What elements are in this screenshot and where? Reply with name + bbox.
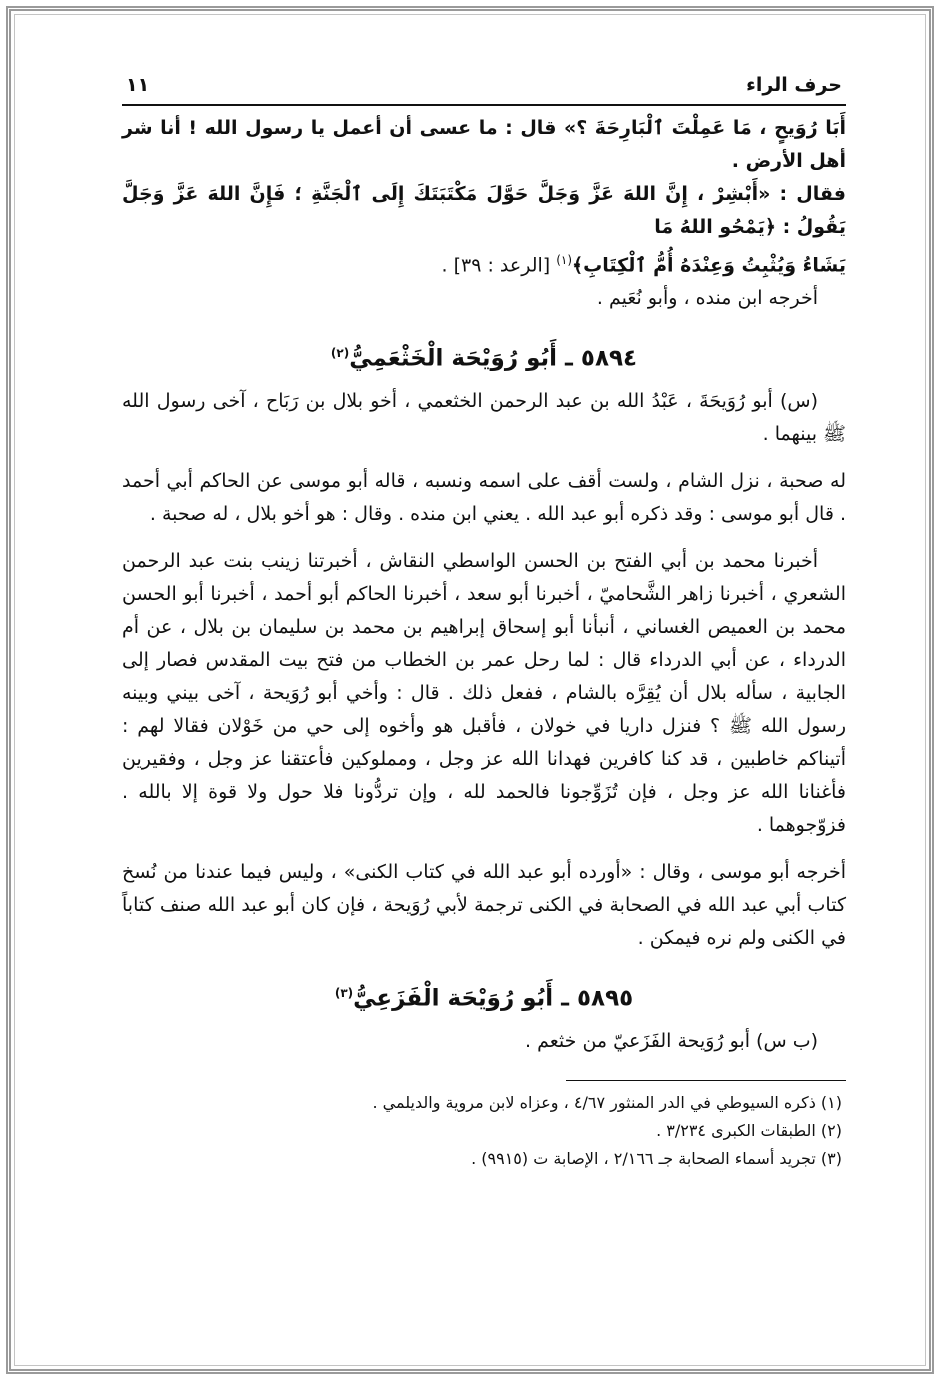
verse-citation: [الرعد : ٣٩] . (441, 254, 557, 277)
footnote-item: (٣) تجريد أسماء الصحابة جـ ٢/١٦٦ ، الإصابة ت (٩٩١٥) . (471, 1148, 842, 1168)
entry-paragraph: أخرجه أبو موسى ، وقال : «أورده أبو عبد الله في كتاب الكنى» ، وليس فيما عندنا من نُسخ كتاب أبي عبد الله في الصحابة في الكنى ترجمة لأبي رُوَيحة ، فإن كان أبو عبد الله صنف كتاباً في الكنى ولم نره فيمكن . (122, 860, 846, 949)
chapter-heading: حرف الراء (746, 74, 842, 96)
entry-title-text: ٥٨٩٤ ـ أَبُو رُوَيْحَة الْخَثْعَمِيُّ (349, 345, 638, 372)
quran-verse: يَشَاءُ وَيُثْبِتُ وَعِنْدَهُ أُمُّ ٱلْكِتَابِ﴾ (572, 254, 846, 277)
entry-paragraph: (ب س) أبو رُوَيحة الفَزَعيّ من خثعم . (525, 1029, 818, 1052)
footnote-ref-2: (٢) (330, 346, 350, 361)
footnote-item: (١) ذكره السيوطي في الدر المنثور ٤/٦٧ ، وعزاه لابن مروية والديلمي . (372, 1092, 842, 1112)
entry-title-5894 (122, 333, 846, 379)
spacer (122, 451, 846, 465)
entry-paragraph: (س) أبو رُوَيحَةَ ، عَبْدُ الله بن عبد الرحمن الخثعمي ، أخو بلال بن رَبَاح ، آخى رسول الله ﷺ بينهما . (122, 389, 846, 445)
entry-title-text: ٥٨٩٥ ـ أَبُو رُوَيْحَة الْفَزَعِيُّ (353, 985, 634, 1012)
header-rule (122, 104, 846, 106)
entry-title-5895 (122, 973, 846, 1019)
hadith-line-3 (122, 244, 846, 282)
footnote-ref-3: (٣) (334, 985, 354, 1000)
footnote-ref-1: (١) (556, 253, 573, 267)
spacer (122, 842, 846, 856)
footnote-item: (٢) الطبقات الكبرى ٣/٢٣٤ . (656, 1120, 842, 1140)
spacer (122, 531, 846, 545)
running-header (122, 68, 846, 102)
entry-paragraph: أخبرنا محمد بن أبي الفتح بن الحسن الواسطي النقاش ، أخبرتنا زينب بنت عبد الرحمن الشعري ، أخبرنا زاهر الشَّحاميّ ، أخبرنا أبو سعد ، أخبرنا الحاكم أبو أحمد ، أخبرنا أبو الحسن محمد بن العميص الغساني ، أنبأنا أبو إسحاق إبراهيم بن محمد بن سليمان بن بلال ، عن أم الدرداء ، عن أبي الدرداء قال : لما رحل عمر بن الخطاب من فتح بيت المقدس فصار إلى الجابية ، سأله بلال أن يُقِرَّه بالشام ، ففعل ذلك . قال : وأخي أبو رُوَيحة ، آخى بيني وبينه رسول الله ﷺ ؟ فنزل داريا في خولان ، فأقبل هو وأخوه إلى حي من خَوْلان فقالا لهم : أتيناكم خاطبين ، قد كنا كافرين فهدانا الله عز وجل ، ومملوكين فأعتقنا عز وجل ، وفقيرين فأغنانا الله عز وجل ، فإن تُزَوِّجونا فالحمد لله ، وإن تردُّونا فلا حول ولا قوة إلا بالله . فزوّجوهما . (122, 549, 846, 836)
entry-paragraph: له صحبة ، نزل الشام ، ولست أقف على اسمه ونسبه ، قاله أبو موسى عن الحاكم أبي أحمد . قال أبو موسى : وقد ذكره أبو عبد الله . يعني ابن منده . وقال : هو أخو بلال ، له صحبة . (122, 469, 846, 525)
hadith-line-2: فقال : «أَبْشِرْ ، إِنَّ اللهَ عَزَّ وَجَلَّ حَوَّلَ مَكْتَبَتَكَ إِلَى ٱلْجَنَّةِ ؛ فَإِنَّ اللهَ عَزَّ وَجَلَّ يَقُولُ : ﴿يَمْحُو اللهُ مَا (122, 183, 846, 238)
book-page (122, 68, 846, 1173)
hadith-line-1: أَبَا رُوَيحٍ ، مَا عَمِلْتَ ٱلْبَارِحَةَ ؟» قال : ما عسى أن أعمل يا رسول الله ! أنا شر أهل الأرض . (122, 117, 846, 172)
source-line: أخرجه ابن منده ، وأبو نُعَيم . (596, 287, 818, 310)
footnote-rule (566, 1080, 846, 1081)
page-number: ١١ (126, 74, 150, 96)
